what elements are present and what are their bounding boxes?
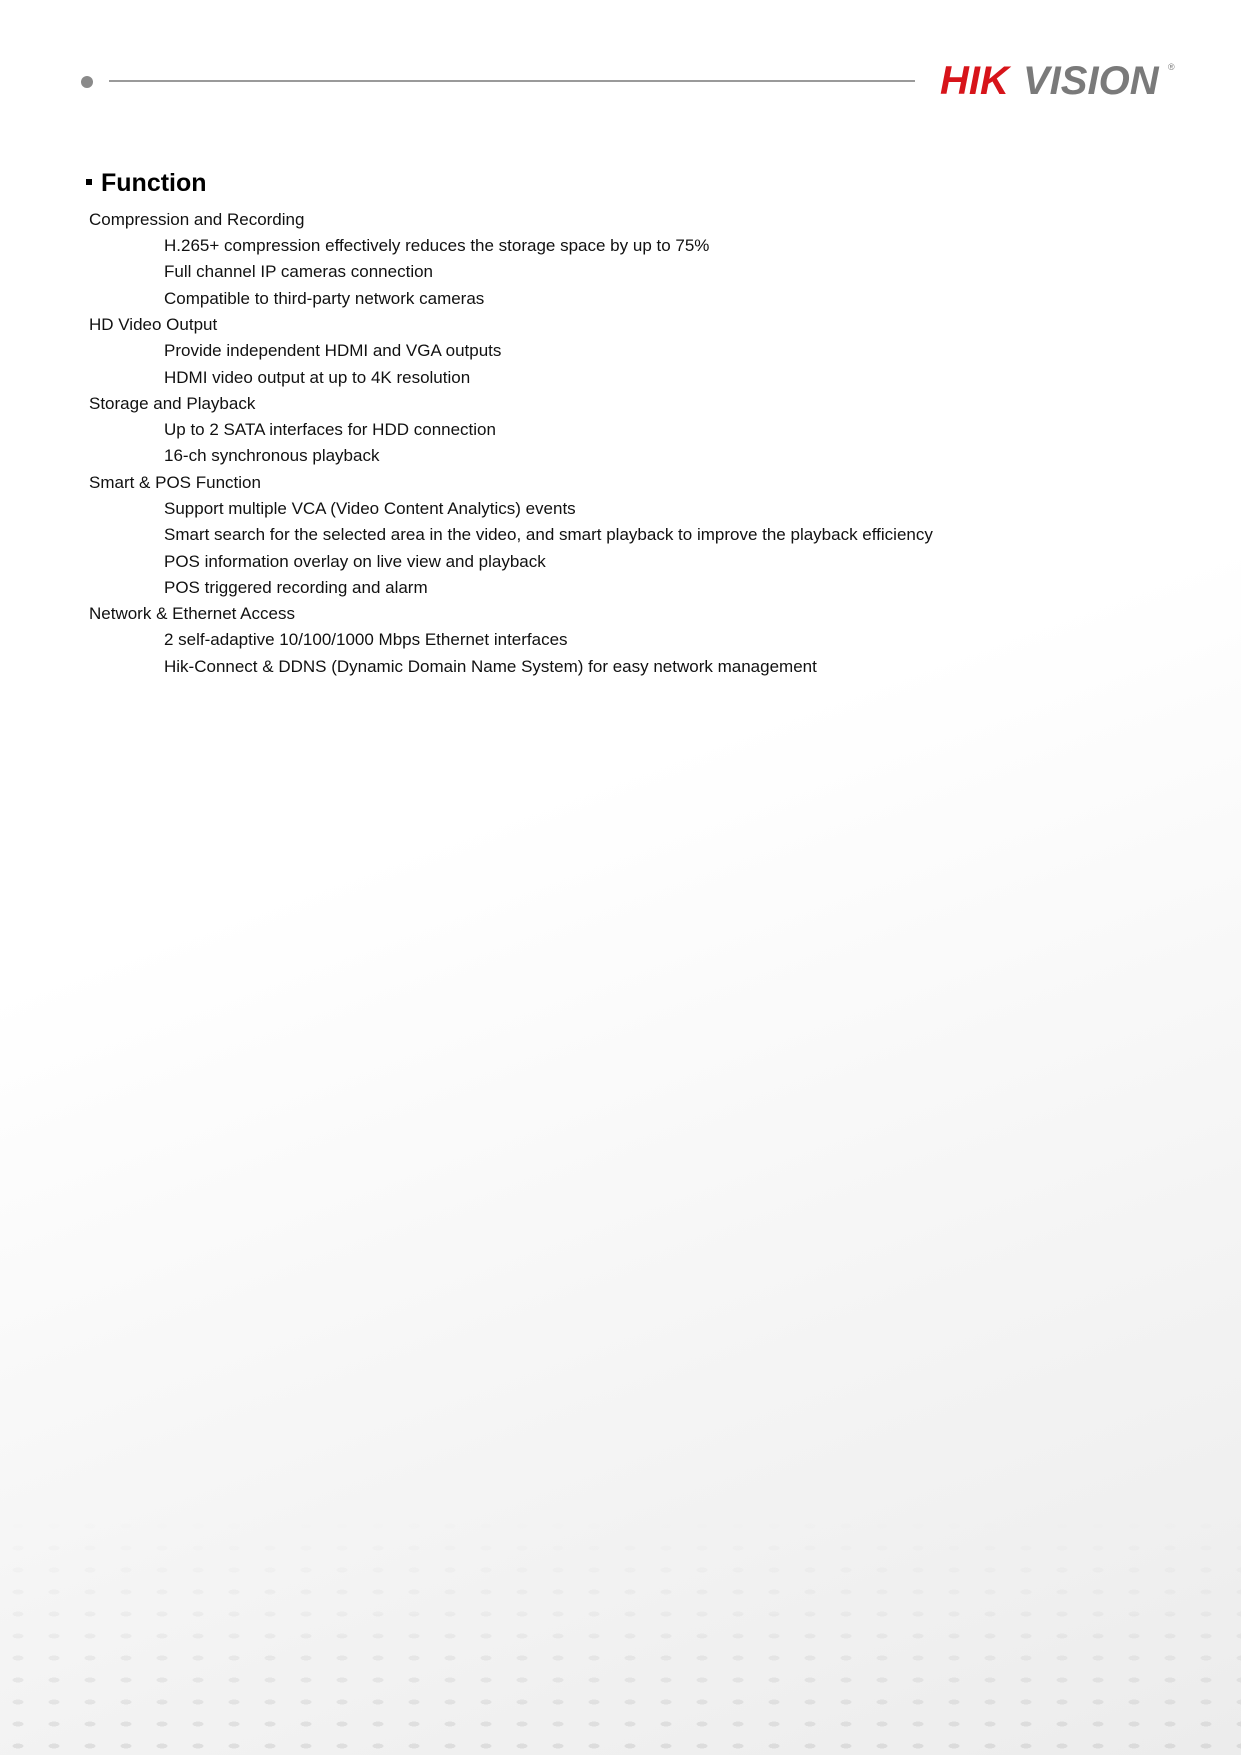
feature-group-heading: HD Video Output [89,315,218,335]
feature-group-heading: Storage and Playback [89,394,256,414]
feature-item: H.265+ compression effectively reduces the storage space by up to 75% [164,236,710,255]
logo-text-gray: VISION [1023,59,1159,102]
feature-item: POS triggered recording and alarm [164,578,428,598]
feature-group [86,601,1166,680]
feature-item: Support multiple VCA (Video Content Analytics) events [164,498,576,518]
logo-text-red: HIK [940,59,1009,102]
feature-group-heading: Compression and Recording [89,210,305,229]
feature-group [86,470,1166,602]
decorative-dot-pattern [0,1515,1241,1755]
feature-group [86,312,1166,391]
feature-item: 2 self-adaptive 10/100/1000 Mbps Ethernet interfaces [164,630,568,650]
section-title-text: Function [101,168,207,197]
feature-item: Up to 2 SATA interfaces for HDD connection [164,420,496,440]
feature-item: Smart search for the selected area in the video, and smart playback to improve the playback efficiency [164,525,933,545]
function-section [86,165,1166,680]
page-header [0,0,1241,130]
hikvision-logo [940,56,1180,102]
feature-group [86,391,1166,470]
feature-item: Hik-Connect & DDNS (Dynamic Domain Name System) for easy network management [164,656,817,676]
square-bullet-icon [86,179,92,185]
feature-group-heading: Network & Ethernet Access [89,604,295,624]
feature-group [86,207,1166,312]
section-title [86,165,1166,201]
header-bullet-dot [81,76,93,88]
feature-item: 16-ch synchronous playback [164,446,380,466]
feature-item: Full channel IP cameras connection [164,262,434,282]
feature-item: HDMI video output at up to 4K resolution [164,367,471,387]
feature-group-heading: Smart & POS Function [89,472,261,492]
feature-item: Provide independent HDMI and VGA outputs [164,341,502,361]
feature-item: POS information overlay on live view and playback [164,551,546,571]
header-divider-line [109,80,915,82]
feature-groups [86,207,1166,680]
registered-mark: ® [1168,62,1175,72]
feature-item: Compatible to third-party network cameras [164,288,485,308]
